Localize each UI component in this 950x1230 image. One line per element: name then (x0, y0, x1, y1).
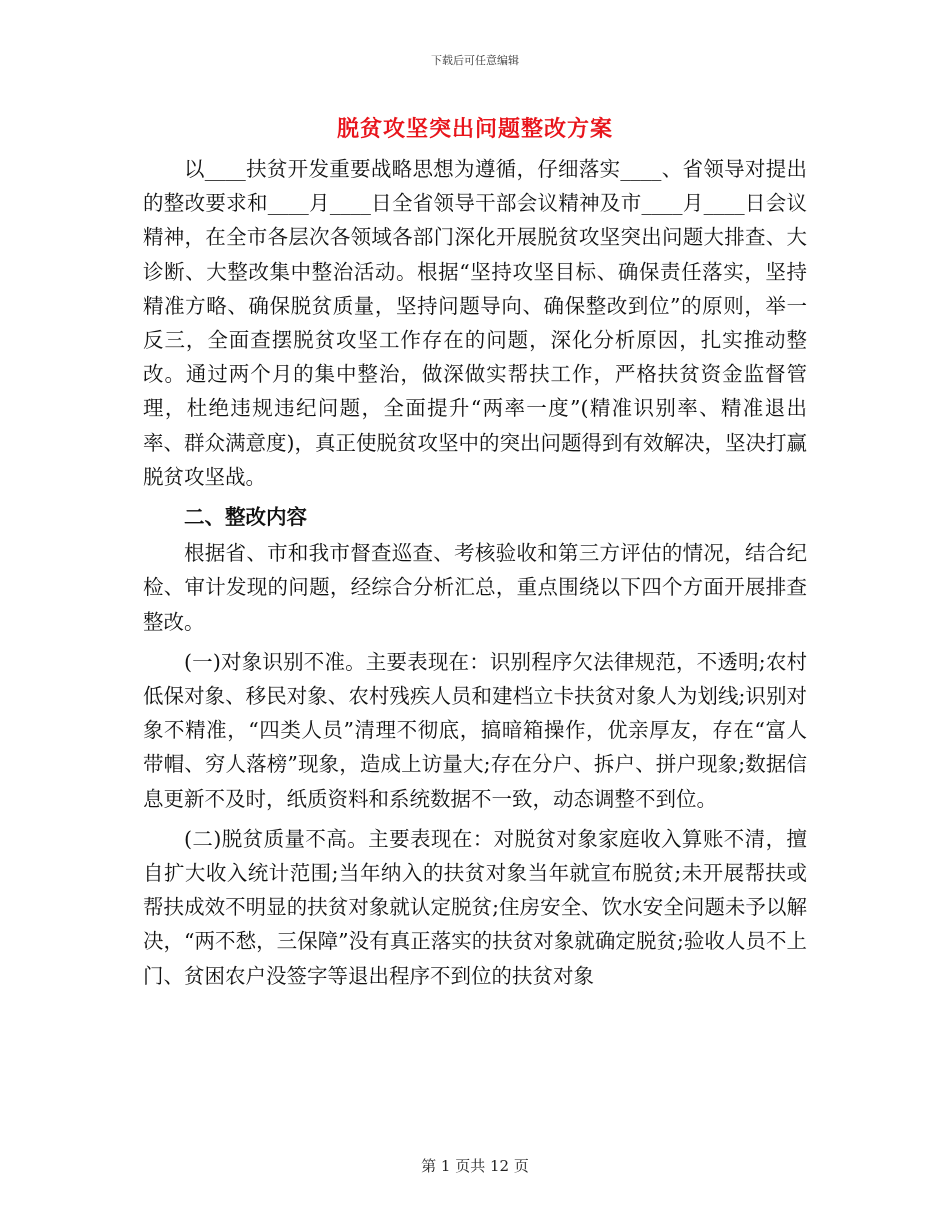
section-heading: 二、整改内容 (184, 505, 307, 530)
header-note: 下载后可任意编辑 (431, 54, 519, 67)
paragraph-overview: 根据省、市和我市督查巡查、考核验收和第三方评估的情况，结合纪检、审计发现的问题，经综合分析汇总，重点围绕以下四个方面开展排查整改。 (143, 541, 807, 634)
paragraph-item-2: (二)脱贫质量不高。主要表现在：对脱贫对象家庭收入算账不清，擅自扩大收入统计范围;当年纳入的扶贫对象当年就宣布脱贫;未开展帮扶或帮扶成效不明显的扶贫对象就认定脱贫;住房安全、饮水安全问题未予以解决，“两不愁，三保障”没有真正落实的扶贫对象就确定脱贫;验收人员不上门、贫困农户没签字等退出程序不到位的扶贫对象 (143, 826, 807, 988)
paragraph-item-1: (一)对象识别不准。主要表现在：识别程序欠法律规范，不透明;农村低保对象、移民对象、农村残疾人员和建档立卡扶贫对象人为划线;识别对象不精准，“四类人员”清理不彻底，搞暗箱操作，优亲厚友，存在“富人带帽、穷人落榜”现象，造成上访量大;存在分户、拆户、拼户现象;数据信息更新不及时，纸质资料和系统数据不一致，动态调整不到位。 (143, 649, 807, 811)
document-body (143, 152, 807, 993)
document-title: 脱贫攻坚突出问题整改方案 (336, 116, 613, 142)
paragraph-intro: 以____扶贫开发重要战略思想为遵循，仔细落实____、省领导对提出的整改要求和____月____日全省领导干部会议精神及市____月____日会议精神，在全市各层次各领域各部门深化开展脱贫攻坚突出问题大排查、大诊断、大整改集中整治活动。根据“坚持攻坚目标、确保责任落实，坚持精准方略、确保脱贫质量，坚持问题导向、确保整改到位”的原则，举一反三，全面查摆脱贫攻坚工作存在的问题，深化分析原因，扎实推动整改。通过两个月的集中整治，做深做实帮扶工作，严格扶贫资金监督管理，杜绝违规违纪问题，全面提升“两率一度”(精准识别率、精准退出率、群众满意度)，真正使脱贫攻坚中的突出问题得到有效解决，坚决打赢脱贫攻坚战。 (143, 157, 807, 489)
page-footer: 第 1 页共 12 页 (421, 1157, 529, 1175)
